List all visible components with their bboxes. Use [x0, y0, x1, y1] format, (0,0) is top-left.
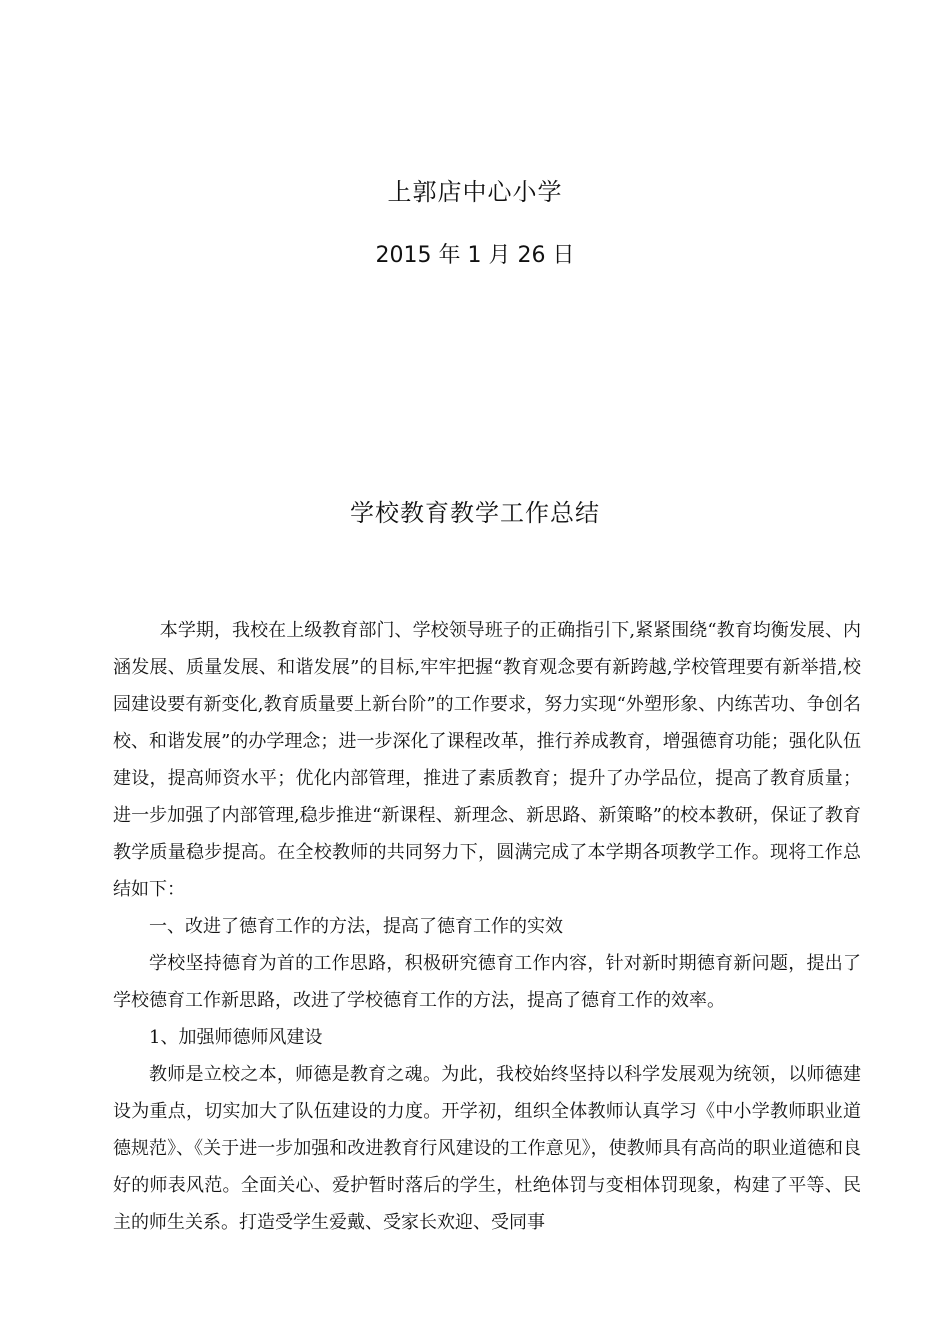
school-name: 上郭店中心小学 [387, 178, 563, 206]
document-body [113, 612, 861, 1241]
intro-paragraph: 本学期，我校在上级教育部门、学校领导班子的正确指引下,紧紧围绕“教育均衡发展、内涵发展、质量发展、和谐发展”的目标,牢牢把握“教育观念要有新跨越,学校管理要有新举措,校园建设要有新变化,教育质量要上新台阶”的工作要求，努力实现“外塑形象、内练苦功、争创名校、和谐发展”的办学理念；进一步深化了课程改革，推行养成教育，增强德育功能；强化队伍建设，提高师资水平；优化内部管理，推进了素质教育；提升了办学品位，提高了教育质量；进一步加强了内部管理,稳步推进“新课程、新理念、新思路、新策略”的校本教研，保证了教育教学质量稳步提高。在全校教师的共同努力下，圆满完成了本学期各项教学工作。现将工作总结如下： [113, 620, 861, 900]
body-paragraph: 学校坚持德育为首的工作思路，积极研究德育工作内容，针对新时期德育新问题，提出了学校德育工作新思路，改进了学校德育工作的方法，提高了德育工作的效率。 [113, 953, 861, 1011]
section-heading: 一、改进了德育工作的方法，提高了德育工作的实效 [149, 916, 563, 937]
subsection-heading: 1、加强师德师风建设 [149, 1027, 323, 1048]
document-title: 学校教育教学工作总结 [350, 499, 600, 527]
body-paragraph: 教师是立校之本，师德是教育之魂。为此，我校始终坚持以科学发展观为统领，以师德建设为重点，切实加大了队伍建设的力度。开学初，组织全体教师认真学习《中小学教师职业道德规范》、《关于进一步加强和改进教育行风建设的工作意见》，使教师具有高尚的职业道德和良好的师表风范。全面关心、爱护暂时落后的学生，杜绝体罚与变相体罚现象，构建了平等、民主的师生关系。打造受学生爱戴、受家长欢迎、受同事 [113, 1064, 861, 1233]
document-date: 2015 年 1 月 26 日 [375, 243, 575, 268]
